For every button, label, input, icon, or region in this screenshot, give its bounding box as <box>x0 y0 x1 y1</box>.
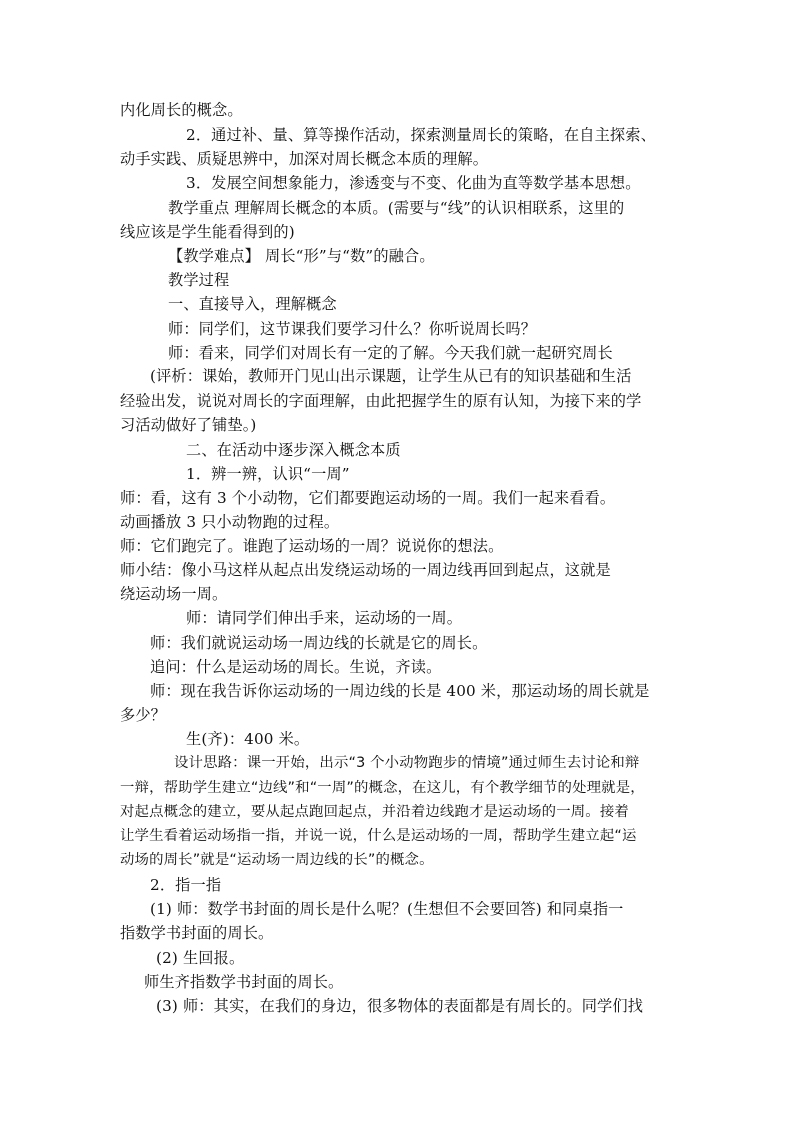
text-line: 师：看，这有 3 个小动物，它们都要跑运动场的一周。我们一起来看看。 <box>120 489 616 507</box>
text-line: 师小结：像小马这样从起点出发绕运动场的一周边线再回到起点，这就是 <box>120 561 611 579</box>
text-line: 追问：什么是运动场的周长。生说，齐读。 <box>150 658 442 676</box>
design-idea-line: 让学生看着运动场指一指，并说一说，什么是运动场的一周，帮助学生建立起“运 <box>120 828 637 844</box>
text-line: 师：看来，同学们对周长有一定的了解。今天我们就一起研究周长 <box>168 344 613 362</box>
text-line: 生(齐)：400 米。 <box>186 730 310 748</box>
section-heading: 【教学难点】 周长“形”与“数”的融合。 <box>168 247 435 265</box>
design-idea-line: 一辩，帮助学生建立“边线”和“一周”的概念，在这儿，有个教学细节的处理就是， <box>120 780 645 796</box>
text-line: 师：同学们，这节课我们要学习什么？你听说周长吗？ <box>168 320 537 338</box>
text-line: 师生齐指数学书封面的周长。 <box>144 973 344 991</box>
text-line: 动手实践、质疑思辨中，加深对周长概念本质的理解。 <box>120 150 489 168</box>
design-idea-line: 动场的周长”就是“运动场一周边线的长”的概念。 <box>120 852 434 868</box>
text-line: (评析：课始，教师开门见山出示课题，让学生从已有的知识基础和生活 <box>150 367 632 385</box>
text-line: 绕运动场一周。 <box>120 585 228 603</box>
subsection-heading: 2．指一指 <box>150 876 222 894</box>
text-line: 经验出发，说说对周长的字面理解，由此把握学生的原有认知，为接下来的学 <box>120 392 642 410</box>
text-line: (3) 师：其实，在我们的身边，很多物体的表面都是有周长的。同学们找 <box>156 997 644 1015</box>
text-line: 线应该是学生能看得到的) <box>120 223 295 241</box>
text-line: 3．发展空间想象能力，渗透变与不变、化曲为直等数学基本思想。 <box>186 174 641 192</box>
text-line: 师：现在我告诉你运动场的一周边线的长是 400 米，那运动场的周长就是 <box>150 682 650 700</box>
text-line: (2) 生回报。 <box>156 949 245 967</box>
subsection-heading: 1．辨一辨，认识“一周” <box>186 465 350 483</box>
text-line: 动画播放 3 只小动物跑的过程。 <box>120 513 340 531</box>
text-line: 教学重点 理解周长概念的本质。(需要与“线”的认识相联系，这里的 <box>168 199 625 217</box>
text-line: 习活动做好了铺垫。) <box>120 416 257 434</box>
design-idea-line: 设计思路：课一开始，出示“3 个小动物跑步的情境”通过师生去讨论和辩 <box>174 755 640 771</box>
text-line: 指数学书封面的周长。 <box>120 924 274 942</box>
text-line: 内化周长的概念。 <box>120 101 243 119</box>
section-heading: 一、直接导入，理解概念 <box>168 295 337 313</box>
text-line: 多少？ <box>120 706 167 724</box>
section-heading: 教学过程 <box>168 271 230 289</box>
text-line: 师：请同学们伸出手来，运动场的一周。 <box>186 609 463 627</box>
section-heading: 二、在活动中逐步深入概念本质 <box>186 441 401 459</box>
text-line: (1) 师：数学书封面的周长是什么呢？(生想但不会要回答) 和同桌指一 <box>150 900 624 918</box>
text-line: 师：我们就说运动场一周边线的长就是它的周长。 <box>150 634 488 652</box>
text-line: 2．通过补、量、算等操作活动，探索测量周长的策略，在自主探索、 <box>186 126 656 144</box>
text-line: 师：它们跑完了。谁跑了运动场的一周？说说你的想法。 <box>120 537 504 555</box>
design-idea-line: 对起点概念的建立，要从起点跑回起点，并沿着边线跑才是运动场的一周。接着 <box>120 804 629 820</box>
